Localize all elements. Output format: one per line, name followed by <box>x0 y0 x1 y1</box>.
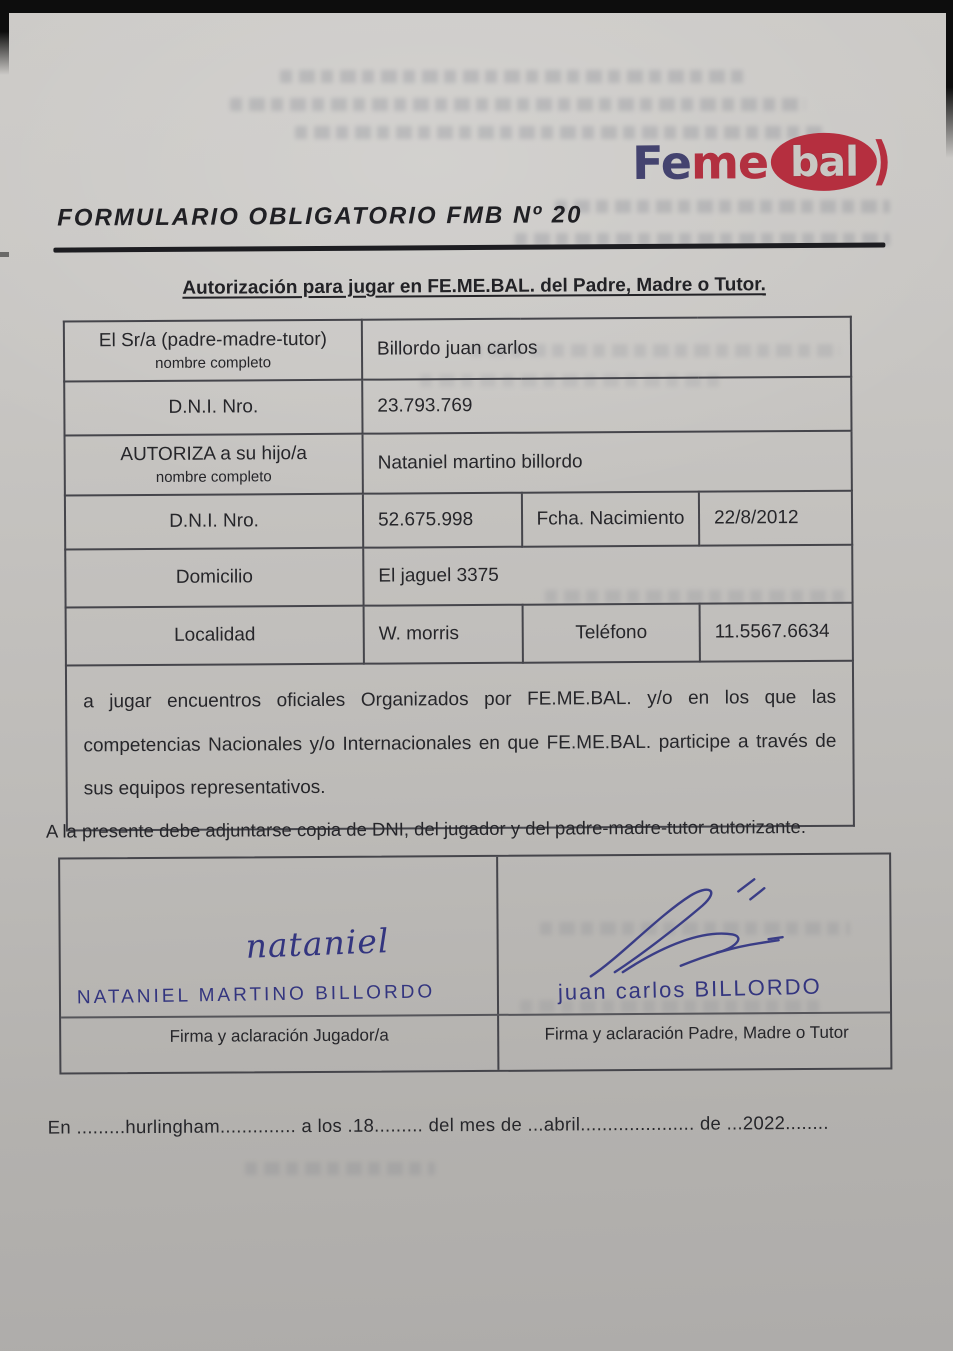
attachment-note: A la presente debe adjuntarse copia de DNI, del jugador y del padre-madre-tutor autorizante. <box>45 815 806 842</box>
row-sublabel: nombre completo <box>155 468 272 486</box>
scan-edge-artifact <box>0 13 9 75</box>
table-row <box>66 603 853 666</box>
row-label-phone: Teléfono <box>523 604 700 663</box>
signature-box <box>58 852 892 1074</box>
form-title: FORMULARIO OBLIGATORIO FMB Nº 20 <box>57 201 583 232</box>
title-rule <box>53 242 885 252</box>
parent-signature-label: Firma y aclaración Padre, Madre o Tutor <box>544 1022 849 1044</box>
field-address: El jaguel 3375 <box>363 545 852 606</box>
player-signature-label: Firma y aclaración Jugador/a <box>169 1025 389 1046</box>
row-label: Localidad <box>66 606 364 666</box>
signature-line <box>61 1011 890 1018</box>
logo-text-fe: Fe <box>632 135 692 191</box>
logo-text-me: me <box>690 135 769 190</box>
field-child-name: Nataniel martino billordo <box>363 431 852 494</box>
form-subtitle: Autorización para jugar en FE.ME.BAL. del Padre, Madre o Tutor. <box>182 274 766 299</box>
table-row <box>65 545 852 608</box>
place-date-line: En .........hurlingham.............. a los .18......... del mes de ...abril..................... de ...2022........ <box>47 1111 829 1138</box>
field-parent-name: Billordo juan carlos <box>362 317 851 380</box>
table-row <box>65 491 852 550</box>
authorization-table <box>63 316 855 832</box>
table-row <box>64 317 851 382</box>
row-label: D.N.I. Nro. <box>65 494 363 550</box>
field-birthdate: 22/8/2012 <box>699 491 852 546</box>
logo-text-bal: bal <box>789 137 859 187</box>
field-locality: W. morris <box>364 605 523 664</box>
field-child-dni: 52.675.998 <box>363 493 522 548</box>
logo-ball-icon <box>771 133 877 192</box>
table-row <box>65 431 852 496</box>
femebal-logo <box>632 131 894 193</box>
field-parent-dni: 23.793.769 <box>362 377 851 434</box>
row-label: AUTORIZA a su hijo/a <box>120 443 307 466</box>
scan-edge-artifact <box>0 252 9 257</box>
logo-paren-icon: ) <box>872 131 892 192</box>
parent-name-clarification: juan carlos BILLORDO <box>557 973 822 1005</box>
row-label: Domicilio <box>65 548 363 608</box>
table-row <box>66 661 854 831</box>
table-row <box>64 377 851 436</box>
row-label: El Sr/a (padre-madre-tutor) <box>98 328 328 352</box>
field-phone: 11.5567.6634 <box>700 603 853 662</box>
player-signature: nataniel <box>244 921 391 966</box>
row-label-birthdate: Fcha. Nacimiento <box>522 492 699 547</box>
player-name-clarification: NATANIEL MARTINO BILLORDO <box>76 981 436 1009</box>
row-label: D.N.I. Nro. <box>64 380 362 436</box>
authorization-paragraph: a jugar encuentros oficiales Organizados por FE.ME.BAL. y/o en los que las competencias Nacionales y/o Internacionales en que FE.ME.BAL. participe a través de sus equipos representativos. <box>66 661 854 831</box>
row-sublabel: nombre completo <box>155 354 272 372</box>
scan-edge-artifact <box>0 0 953 13</box>
scan-edge-artifact <box>946 0 953 158</box>
